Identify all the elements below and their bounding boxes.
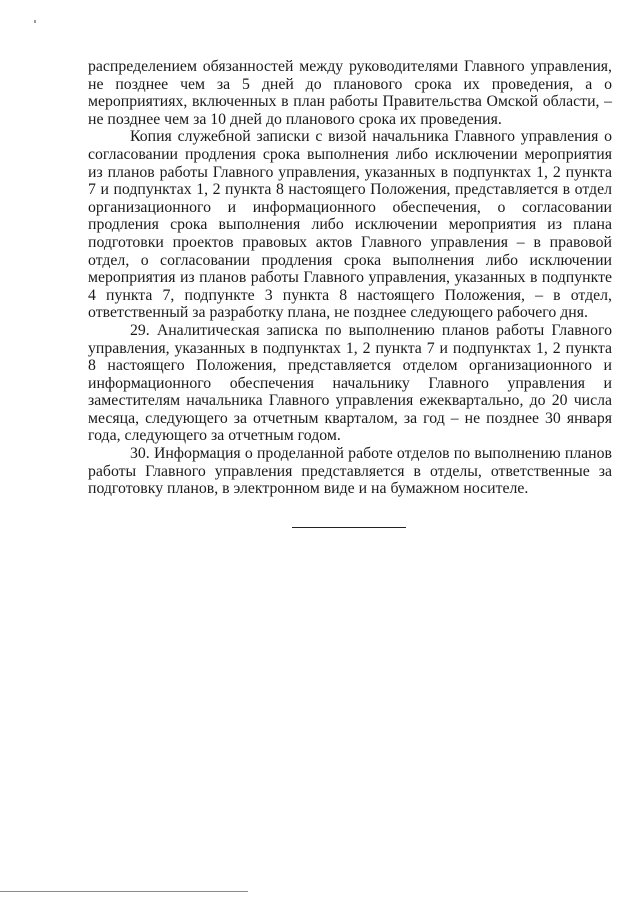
scan-edge-line [0,891,248,892]
document-body [88,58,612,498]
paragraph-item-30: 30. Информация о проделанной работе отделов по выполнению планов работы Главного управления представляется в отделы, ответственные за подготовку планов, в электронном виде и на бумажном носителе. [88,445,612,498]
paragraph-memo-copy: Копия служебной записки с визой начальника Главного управления о согласовании продления срока выполнения либо исключении мероприятия из планов работы Главного управления, указанных в подпунктах 1, 2 пункта 7 и подпунктах 1, 2 пункта 8 настоящего Положения, представляется в отдел организационного и информационного обеспечения, о согласовании продления срока выполнения либо исключении мероприятия из плана подготовки проектов правовых актов Главного управления – в правовой отдел, о согласовании продления срока выполнения либо исключении мероприятия из планов работы Главного управления, указанных в подпункте 4 пункта 7, подпункте 3 пункта 8 настоящего Положения, – в отдел, ответственный за разработку плана, не позднее следующего рабочего дня. [88,128,612,322]
paragraph-continuation: распределением обязанностей между руководителями Главного управления, не позднее чем за 5 дней до планового срока их проведения, а о мероприятиях, включенных в план работы Правительства Омской области, – не позднее чем за 10 дней до планового срока их проведения. [88,58,612,128]
end-separator-line [292,527,406,528]
paragraph-item-29: 29. Аналитическая записка по выполнению планов работы Главного управления, указанных в подпунктах 1, 2 пункта 7 и подпунктах 1, 2 пункта 8 настоящего Положения, представляется отделом организационного и информационного обеспечения начальнику Главного управления и заместителям начальника Главного управления ежеквартально, до 20 числа месяца, следующего за отчетным кварталом, за год – не позднее 30 января года, следующего за отчетным годом. [88,321,612,445]
scan-speck [34,20,36,23]
